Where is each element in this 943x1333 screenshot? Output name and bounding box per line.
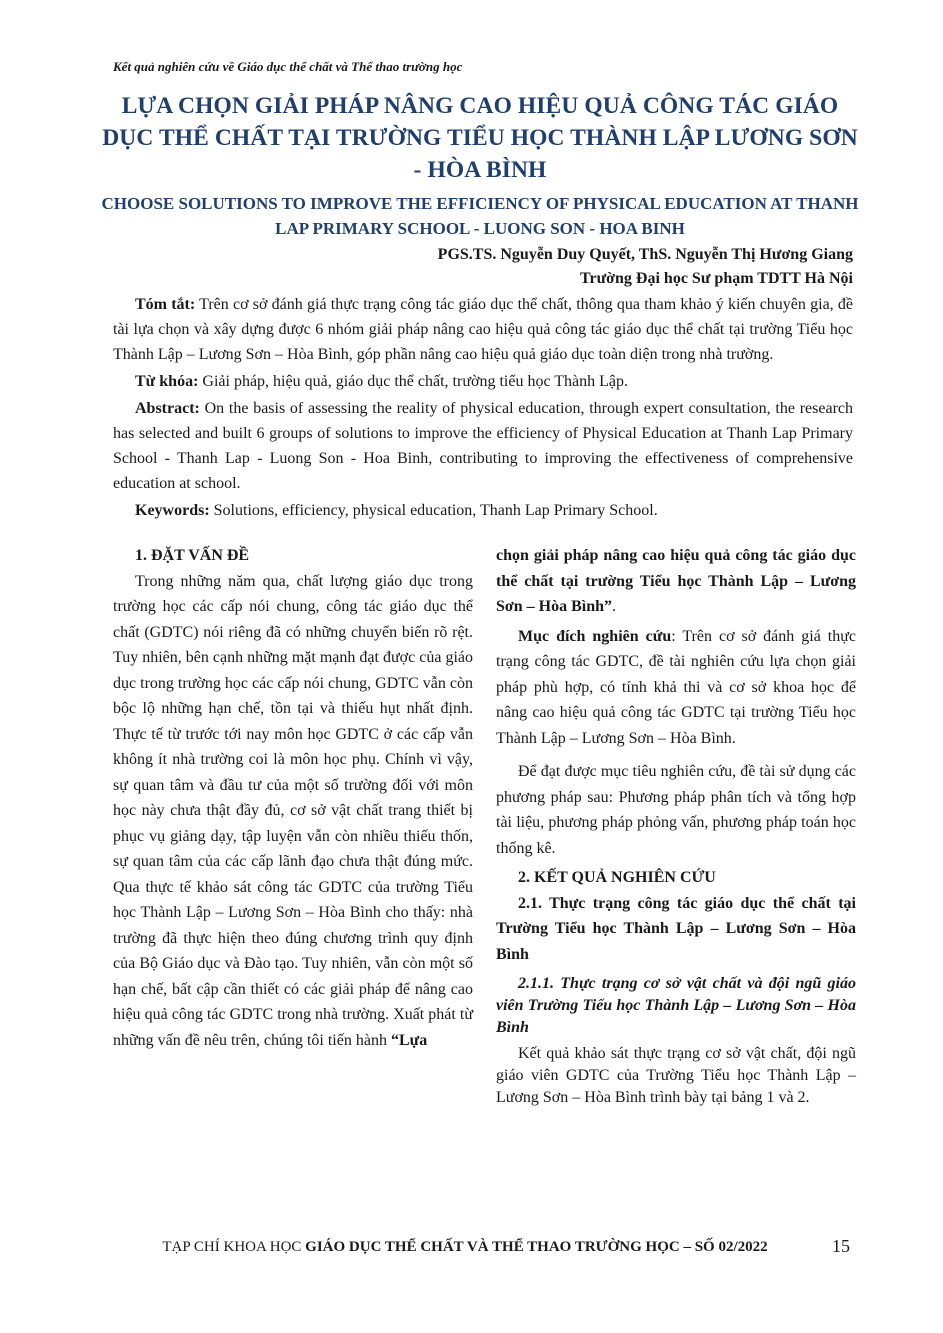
section-heading-results: 2. KẾT QUẢ NGHIÊN CỨU: [518, 869, 716, 886]
study-title-quote: chọn giải pháp nâng cao hiệu quả công tác giáo dục thể chất tại trường Tiểu học Thành Lập – Lương Sơn – Hòa Bình”: [496, 547, 856, 615]
abstract-english: [113, 396, 853, 496]
article-title-vietnamese: LỰA CHỌN GIẢI PHÁP NÂNG CAO HIỆU QUẢ CÔNG TÁC GIÁO DỤC THỂ CHẤT TẠI TRƯỜNG TIỂU HỌC THÀNH LẬP LƯƠNG SƠN - HÒA BÌNH: [102, 93, 858, 183]
journal-name: GIÁO DỤC THỂ CHẤT VÀ THỂ THAO TRƯỜNG HỌC – SỐ 02/2022: [305, 1239, 768, 1255]
study-title-quote-end: .: [612, 598, 617, 615]
journal-footer: [140, 1237, 790, 1257]
abstract-vietnamese: [113, 292, 853, 367]
introduction-bold-end: “Lựa: [390, 1031, 428, 1049]
methods-paragraph: Để đạt được mục tiêu nghiên cứu, đề tài sử dụng các phương pháp sau: Phương pháp phân tích và tổng hợp tài liệu, phương pháp phỏng vấn, phương pháp toán học thống kê.: [496, 763, 856, 857]
purpose-label: Mục đích nghiên cứu: [518, 627, 672, 645]
subsection-heading-2-1-1: 2.1.1. Thực trạng cơ sở vật chất và đội ngũ giáo viên Trường Tiểu học Thành Lập – Lương Sơn – Hòa Bình: [496, 975, 856, 1036]
running-head: Kết quả nghiên cứu về Giáo dục thể chất và Thể thao trường học: [113, 59, 463, 74]
right-column: [496, 543, 856, 1109]
keywords-en-text: Solutions, efficiency, physical education, Thanh Lap Primary School.: [209, 502, 658, 519]
journal-prefix: TẠP CHÍ KHOA HỌC: [162, 1239, 306, 1255]
keywords-vietnamese: [113, 369, 853, 394]
purpose-text: : Trên cơ sở đánh giá thực trạng công tác GDTC, đề tài nghiên cứu lựa chọn giải pháp phù hợp, có tính khả thi và cơ sở khoa học để nâng cao hiệu quả công tác GDTC tại trường Tiểu học Thành Lập – Lương Sơn – Hòa Bình.: [496, 627, 856, 747]
introduction-continuation: [496, 543, 856, 620]
introduction-paragraph: [113, 569, 473, 1054]
author-names: PGS.TS. Nguyễn Duy Quyết, ThS. Nguyễn Thị Hương Giang: [437, 246, 853, 263]
keywords-english: [113, 498, 853, 523]
keywords-vi-text: Giải pháp, hiệu quả, giáo dục thể chất, trường tiểu học Thành Lập.: [198, 373, 629, 390]
subsection-heading-2-1: 2.1. Thực trạng công tác giáo dục thể chất tại Trường Tiểu học Thành Lập – Lương Sơn – Hòa Bình: [496, 894, 856, 963]
keywords-vi-label: Từ khóa:: [135, 373, 199, 390]
introduction-text: Trong những năm qua, chất lượng giáo dục trong trường học các cấp nói chung, công tác giáo dục thể chất (GDTC) nói riêng đã có những chuyển biến rõ rệt. Tuy nhiên, bên cạnh những mặt mạnh đạt được của giáo dục trong trường học các cấp nói chung, GDTC vẫn còn bộc lộ những hạn chế, tồn tại và thiếu hụt nhất định. Thực tế từ trước tới nay môn học GDTC ở các cấp vẫn không ít nhà trường coi là môn học phụ. Chính vì vậy, sự quan tâm và đầu tư của một số trường đối với môn học này chưa thật đầy đủ, cơ sở vật chất trang thiết bị phục vụ giảng dạy, tập luyện vẫn còn nhiều thiếu thốn, sự quan tâm của các cấp lãnh đạo chưa thật đúng mức. Qua thực tế khảo sát công tác GDTC của trường Tiểu học Thành Lập – Lương Sơn – Hòa Bình cho thấy: nhà trường đã thực hiện theo đúng chương trình quy định của Bộ Giáo dục và Đào tạo. Tuy nhiên, vẫn còn một số hạn chế, bất cập cần thiết có các giải pháp để nâng cao hiệu quả công tác GDTC trong nhà trường. Xuất phát từ những vấn đề nêu trên, chúng tôi tiến hành: [113, 572, 473, 1049]
left-column: [113, 543, 473, 1053]
results-paragraph: Kết quả khảo sát thực trạng cơ sở vật chất, đội ngũ giáo viên GDTC của Trường Tiểu học Thành Lập – Lương Sơn – Hòa Bình trình bày tại bảng 1 và 2.: [496, 1045, 856, 1106]
section-heading-introduction: 1. ĐẶT VẤN ĐỀ: [135, 547, 250, 564]
article-title-english: CHOOSE SOLUTIONS TO IMPROVE THE EFFICIENCY OF PHYSICAL EDUCATION AT THANH LAP PRIMARY SCHOOL - LUONG SON - HOA BINH: [101, 194, 859, 238]
abstract-section: [113, 292, 853, 525]
abstract-vi-label: Tóm tắt:: [135, 296, 196, 313]
author-affiliation: Trường Đại học Sư phạm TDTT Hà Nội: [579, 270, 853, 287]
abstract-en-label: Abstract:: [135, 400, 200, 417]
abstract-en-text: On the basis of assessing the reality of physical education, through expert consultation, the research has selected and built 6 groups of solutions to improve the efficiency of Physical Education at Thanh Lap Primary School - Thanh Lap - Luong Son - Hoa Binh, contributing to improving the effectiveness of comprehensive education at school.: [113, 400, 853, 492]
body-columns: [113, 543, 856, 1133]
keywords-en-label: Keywords:: [135, 502, 210, 519]
purpose-paragraph: [496, 624, 856, 752]
abstract-vi-text: Trên cơ sở đánh giá thực trạng công tác giáo dục thể chất, thông qua tham khảo ý kiến chuyên gia, đề tài lựa chọn và xây dựng được 6 nhóm giải pháp nâng cao hiệu quả công tác giáo dục thể chất tại trường Tiểu học Thành Lập – Lương Sơn – Hòa Bình, góp phần nâng cao hiệu quả giáo dục toàn diện trong nhà trường.: [113, 296, 853, 363]
page-number: 15: [832, 1236, 850, 1256]
